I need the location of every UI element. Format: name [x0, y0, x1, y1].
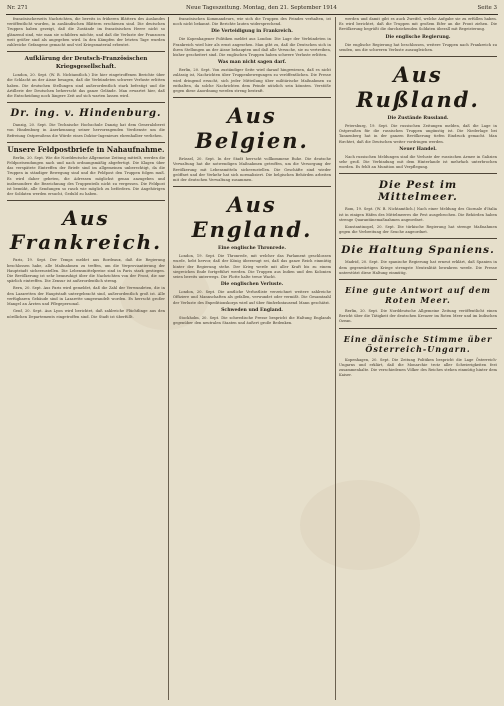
- page-header: [6, 3, 498, 14]
- article-text: Rom, 19. Sept. (W. B. Nichtamtlich.) Nach einer Meldung des Giornale d'Italia ist in einigen Häfen des Mittelmeeres die Pest ausgebrochen. Die Behörden haben strenge Quarantänemaßnahmen angeordnet.: [339, 207, 497, 222]
- section-headline: Aufklärung der Deutsch-Französischen Kriegsgesellschaft.: [24, 56, 148, 71]
- section-headline: Die Pest im Mittelmeer.: [378, 179, 458, 204]
- article-text: Konstantinopel, 20. Sept. Die türkische Regierung hat strenge Maßnahmen gegen die Verbreitung der Seuche angeordnet.: [339, 225, 497, 235]
- article-text: Berlin, 20. Sept. Wie die Norddeutsche Allgemeine Zeitung mitteilt, werden die Feldpostsendungen nach und nach ordnungsmäßig abgefertigt. Die Klagen über das verspätete Eintreffen der Briefe sind im allgemeinen unberechtigt, da die Truppen in ständiger Bewegung sind und die Feldpost den Truppen folgen muß. Es wird daher gebeten, die Adressen möglichst genau anzugeben und insbesondere die Bezeichnung des Truppenteils nicht zu vergessen. Die Feldpost ist bemüht, alle Sendungen so rasch wie möglich zu befördern. Die Angehörigen der Soldaten werden ersucht, Geduld zu haben.: [7, 155, 165, 197]
- article-text: Die englische Regierung hat beschlossen, weitere Truppen nach Frankreich zu senden, um die schweren Verluste auszugleichen.: [339, 42, 497, 52]
- article-headline: Die Verteidigung in Frankreich.: [211, 29, 293, 35]
- divider: [7, 102, 165, 103]
- divider: [339, 238, 497, 239]
- column-3: [339, 17, 497, 700]
- article-text: Bern, 20. Sept. Aus Paris wird gemeldet, daß die Zahl der Verwundeten, die in den Lazaretten der Hauptstadt untergebracht sind, außerordentlich groß ist. Alle verfügbaren Gebäude sind in Lazarette umgewandelt worden. Es herrscht großer Mangel an Ärzten und Pflegepersonal.: [7, 286, 165, 307]
- section-headline: Eine gute Antwort auf dem Roten Meer.: [345, 285, 491, 306]
- article-text: Paris, 19. Sept. Der Temps meldet aus Bordeaux, daß die Regierung beschlossen habe, alle Maßnahmen zu treffen, um die Verproviantierung der Hauptstadt sicherzustellen. Die Lebensmittelpreise sind in Paris stark gestiegen. Die Bevölkerung ist sehr beunruhigt über die Nachrichten von der Front, die nur spärlich eintreffen. Die Zensur ist außerordentlich streng.: [7, 258, 165, 284]
- page-number: Seite 3: [477, 5, 497, 11]
- article-headline: Die Zustände Russland.: [387, 116, 449, 122]
- article-text: französischerseits Nachrichten, die bereits in früheren Blättern des Auslandes veröffentlicht wurden, in ausländischen Blättern erschienen sind. Die deutschen Truppen haben gezeigt, daß die Zustände im französischen Heere nicht so glänzend sind, wie man sie schildern möchte, und daß die Verluste der Franzosen weit größer sind als angegeben wird. In den Kämpfen der letzten Tage wurden zahlreiche Gefangene gemacht und viel Kriegsmaterial erbeutet.: [7, 17, 165, 48]
- divider: [7, 200, 165, 201]
- header-rule: [6, 14, 498, 15]
- section-headline: Die Haltung Spaniens.: [341, 244, 495, 257]
- article-text: französischen Kommandeurs, wie sich die Truppen des Feindes verhalten, ist noch nicht bekannt. Die Berichte lauten widersprechend.: [173, 17, 331, 27]
- article-text: Brüssel, 20. Sept. In der Stadt herrscht vollkommene Ruhe. Die deutsche Verwaltung hat die notwendigen Maßnahmen getroffen, um die Versorgung der Bevölkerung mit Lebensmitteln sicherzustellen. Die Geschäfte sind wieder geöffnet und der Verkehr hat sich normalisiert. Die belgischen Behörden arbeiten mit der deutschen Verwaltung zusammen.: [173, 157, 331, 183]
- column-2: [173, 17, 331, 700]
- divider: [339, 328, 497, 329]
- article-text: Genf, 20. Sept. Aus Lyon wird berichtet, daß zahlreiche Flüchtlinge aus den nördlichen Departements eingetroffen sind. Die Stadt ist überfüllt.: [7, 309, 165, 319]
- article-text: werden und damit gibt es auch Zweifel, welche Aufgabe sie zu erfüllen haben. Es wird berichtet, daß die Truppen mit großem Eifer an die Front ziehen. Die Bevölkerung begrüßt die durchziehenden Soldaten überall mit Begeisterung.: [339, 17, 497, 32]
- divider: [7, 142, 165, 143]
- article-text: Madrid, 20. Sept. Die spanische Regierung hat erneut erklärt, daß Spanien in dem gegenwärtigen Kriege strengste Neutralität bewahren werde. Die Presse unterstützt diese Haltung einmütig.: [339, 260, 497, 275]
- article-headline: Was man nicht sagen darf.: [217, 60, 287, 66]
- article-headline: Die englischen Verluste.: [220, 282, 284, 288]
- column-divider: [335, 17, 336, 700]
- article-headline: Eine englische Thronrede.: [218, 246, 286, 252]
- article-text: Petersburg, 19. Sept. Die russischen Zeitungen melden, daß die Lage in Ostpreußen für die russischen Truppen ungünstig ist. Die Niederlage bei Tannenberg hat in der ganzen Bevölkerung tiefen Eindruck gemacht. Man fürchtet, daß die Deutschen weiter vordringen werden.: [339, 124, 497, 144]
- section-headline: Aus Belgien.: [195, 103, 309, 154]
- section-headline: Unsere Feldpostbriefe in Nahaufnahme.: [7, 144, 165, 154]
- article-text: Stockholm, 20. Sept. Die schwedische Presse bespricht die Haltung Englands gegenüber den neutralen Staaten und äußert große Bedenken.: [173, 315, 331, 326]
- article-text: Berlin, 20. Sept. Von zuständiger Seite wird darauf hingewiesen, daß es nicht zulässig ist, Nachrichten über Truppenbewegungen zu veröffentlichen. Die Presse wird dringend ersucht, sich jeder Mitteilung über militärische Maßnahmen zu enthalten, da solche Nachrichten dem Feinde nützlich sein könnten. Verstöße gegen diese Anordnung werden streng bestraft.: [173, 68, 331, 94]
- article-headline: Schweden und England.: [221, 307, 283, 313]
- article-headline: Die englische Regierung.: [385, 34, 451, 40]
- article-text: London, 20. Sept. (W. B. Nichtamtlich.) Die hier eingetroffenen Berichte über die Schlacht an der Aisne besagen, daß die Verbündeten schwere Verluste erlitten haben. Die deutschen Stellungen sind außerordentlich stark befestigt und die Artillerie der Deutschen beherrscht das ganze Gelände. Man erwartet hier, daß die Entscheidung noch längere Zeit auf sich warten lassen wird.: [7, 73, 165, 99]
- masthead-line: Neue Tageszeitung. Montag, den 21. September 1914: [186, 5, 337, 11]
- divider: [173, 97, 331, 98]
- article-text: Danzig, 20. Sept. Die Technische Hochschule Danzig hat dem Generaloberst von Hindenburg in Anerkennung seiner hervorragenden Verdienste um die Befreiung Ostpreußens die Würde eines Doktor-Ingenieurs ehrenhalber verliehen.: [7, 123, 165, 138]
- divider: [7, 51, 165, 52]
- divider: [339, 279, 497, 280]
- column-divider: [168, 17, 169, 700]
- divider: [339, 173, 497, 174]
- divider: [173, 186, 331, 187]
- article-text: Berlin, 20. Sept. Die Norddeutsche Allgemeine Zeitung veröffentlicht einen Bericht über die Tätigkeit der deutschen Kreuzer im Roten Meer und im Indischen Ozean.: [339, 309, 497, 324]
- article-text: Nach russischen Meldungen sind die Verluste der russischen Armee in Galizien sehr groß. Die Verbindung mit dem Hinterlande ist mehrfach unterbrochen worden. Es fehlt an Munition und Verpflegung.: [339, 154, 497, 170]
- article-text: Die Kopenhagener Politiken meldet aus London: Die Lage der Verbündeten in Frankreich wird hier als ernst angesehen. Man gibt zu, daß die Deutschen sich in ihren Stellungen an der Aisne behaupten und daß alle Versuche, sie zu vertreiben, bisher gescheitert sind. Die englischen Truppen haben schwere Verluste erlitten.: [173, 37, 331, 58]
- article-text: London, 20. Sept. Die amtliche Verlustliste verzeichnet weitere zahlreiche Offiziere und Mannschaften als gefallen, verwundet oder vermißt. Die Gesamtzahl der Verluste des Expeditionskorps wird auf über fünfzehntausend Mann geschätzt.: [173, 290, 331, 305]
- article-headline: Neuer Handel.: [399, 146, 437, 152]
- column-1: [7, 17, 165, 700]
- section-headline: Aus Frankreich.: [9, 206, 163, 255]
- section-headline: Dr. ing. v. Hindenburg.: [10, 108, 162, 120]
- article-text: Kopenhagen, 20. Sept. Die Zeitung Politiken bespricht die Lage Österreich-Ungarns und erklärt, daß die Monarchie trotz aller Schwierigkeiten fest zusammenhalte. Die verschiedenen Völker des Reiches stehen einmütig hinter dem Kaiser.: [339, 357, 497, 378]
- section-headline: Eine dänische Stimme über Österreich-Ungarn.: [343, 333, 493, 354]
- divider: [339, 56, 497, 57]
- issue-number: Nr. 271: [7, 5, 28, 11]
- section-headline: Aus England.: [191, 192, 313, 243]
- section-headline: Aus Rußland.: [356, 62, 480, 113]
- article-text: London, 19. Sept. Die Thronrede, mit welcher das Parlament geschlossen wurde, hebt hervor, daß der König überzeugt sei, daß das ganze Reich einmütig hinter der Regierung stehe. Der Krieg werde mit aller Kraft bis zu einem siegreichen Ende fortgeführt werden. Die Truppen aus Indien und den Kolonien seien bereits unterwegs. Die Flotte halte treue Wacht.: [173, 254, 331, 280]
